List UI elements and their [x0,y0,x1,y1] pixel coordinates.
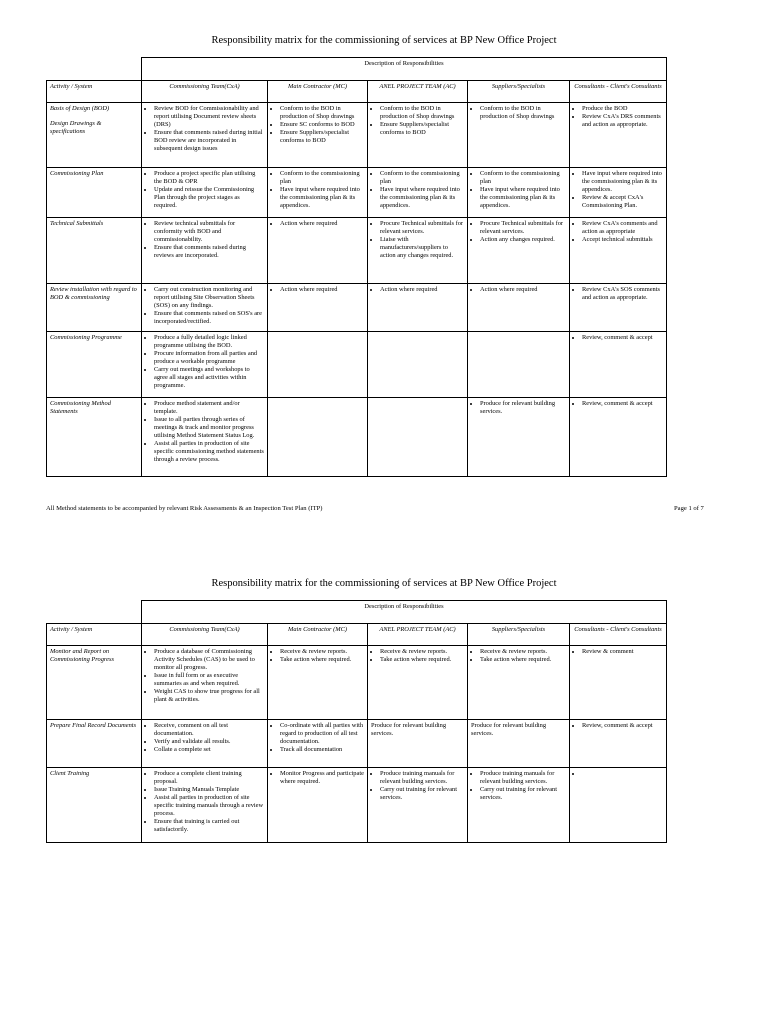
bullet-item: • Conform to the BOD in production of Shop drawings [280,105,364,121]
description-of-responsibilities-header: Description of Responsibilities [142,58,667,81]
bullet-item: • Produce the BOD [582,105,663,113]
commissioning-team-cell [142,284,268,332]
bullet-item: • Assist all parties in production of site specific training manuals through a review process. [154,794,264,818]
bullet-item: • Action where required [480,286,566,294]
bullet-item [582,770,663,778]
activity-label: Basis of Design (BOD) [50,105,110,112]
bullet-list [145,770,264,834]
bullet-item: • Ensure SC conforms to BOD [280,121,364,129]
bullet-item: • Produce a fully detailed logic linked programme utilising the BOD. [154,334,264,350]
bullet-item: • Ensure that comments raised during reviews are incorporated. [154,244,264,260]
bullet-item: • Procure information from all parties and produce a workable programme [154,350,264,366]
bullet-list [145,220,264,260]
bullet-item: • Receive, comment on all test documentation. [154,722,264,738]
bullet-item: • Receive & review reports. [280,648,364,656]
bullet-list [573,334,663,342]
anel-project-team-cell [368,646,468,720]
main-contractor-cell [268,398,368,477]
consultants-cell [570,103,667,168]
bullet-item: • Produce training manuals for relevant building services. [380,770,464,786]
bullet-item: • Take action where required. [280,656,364,664]
blank-corner-cell [47,58,142,81]
anel-project-team-cell [368,103,468,168]
activity-label: Review installation with regard to BOD & commissioning [50,286,137,301]
bullet-item: • Conform to the commissioning plan [280,170,364,186]
activity-cell [47,103,142,168]
bullet-item: • Review CxA's DRS comments and action as appropriate. [582,113,663,129]
bullet-list [371,648,464,664]
bullet-item: • Review, comment & accept [582,722,663,730]
responsibility-matrix-table [46,600,667,843]
column-header-anel-project-team: ANEL PROJECT TEAM (AC) [368,624,468,646]
consultants-cell [570,218,667,284]
column-header-consultants: Consultants - Client's Consultants [570,624,667,646]
bullet-item: • Procure Technical submittals for relevant services. [480,220,566,236]
bullet-item: • Carry out construction monitoring and report utilising Site Observation Sheets (SOS) on any findings. [154,286,264,310]
bullet-list [145,722,264,754]
bullet-item: • Update and reissue the Commissioning Plan through the project stages as required. [154,186,264,210]
column-header-activity: Activity / System [47,81,142,103]
bullet-item: • Ensure Suppliers/specialist conforms to BOD [280,129,364,145]
bullet-item: • Accept technical submittals [582,236,663,244]
page-number: Page 1 of 7 [674,505,704,512]
activity-label: Technical Submittals [50,220,104,227]
activity-cell [47,398,142,477]
page-title: Responsibility matrix for the commissioning of services at BP New Office Project [211,578,557,589]
page-title: Responsibility matrix for the commissioning of services at BP New Office Project [211,35,557,46]
anel-project-team-cell [368,284,468,332]
bullet-item: • Co-ordinate with all parties with regard to production of all test documentation. [280,722,364,746]
responsibility-matrix-table [46,57,667,477]
bullet-list [471,648,566,664]
bullet-item: • Have input where required into the commissioning plan & its appendices. [582,170,663,194]
bullet-item: • Carry out training for relevant services. [380,786,464,802]
bullet-list [471,220,566,244]
commissioning-team-cell [142,646,268,720]
bullet-item: • Review, comment & accept [582,334,663,342]
bullet-list [371,220,464,260]
bullet-list [573,105,663,129]
activity-cell [47,218,142,284]
column-header-commissioning-team: Commissioning Team(CxA) [142,624,268,646]
bullet-item: • Conform to the BOD in production of Shop drawings [380,105,464,121]
commissioning-team-cell [142,720,268,768]
activity-cell [47,768,142,843]
bullet-item: • Review CxA's SOS comments and action as appropriate. [582,286,663,302]
activity-label: Commissioning Method Statements [50,400,111,415]
suppliers-specialists-cell [468,646,570,720]
bullet-list [573,286,663,302]
column-header-main-contractor: Main Contractor (MC) [268,624,368,646]
bullet-item: • Conform to the commissioning plan [380,170,464,186]
suppliers-specialists-cell [468,720,570,768]
main-contractor-cell [268,332,368,398]
bullet-item: • Produce for relevant building services. [480,400,566,416]
bullet-item: • Issue Training Manuals Template [154,786,264,794]
suppliers-specialists-cell [468,284,570,332]
consultants-cell [570,168,667,218]
activity-cell [47,168,142,218]
main-contractor-cell [268,768,368,843]
bullet-item: • Issue to all parties through series of meetings & track and monitor progress utilising Method Statement Status Log. [154,416,264,440]
bullet-list [145,334,264,390]
column-header-consultants: Consultants - Client's Consultants [570,81,667,103]
bullet-item: • Review BOD for Commissionability and report utilising Document review sheets (DRS) [154,105,264,129]
bullet-list [471,170,566,210]
column-header-commissioning-team: Commissioning Team(CxA) [142,81,268,103]
commissioning-team-cell [142,218,268,284]
bullet-item: • Collate a complete set [154,746,264,754]
bullet-list [371,170,464,210]
bullet-item: • Ensure that training is carried out satisfactorily. [154,818,264,834]
bullet-item: • Review, comment & accept [582,400,663,408]
table-row [47,218,667,284]
bullet-list [573,648,663,656]
bullet-list [145,105,264,153]
suppliers-specialists-cell [468,103,570,168]
bullet-item: • Conform to the BOD in production of Shop drawings [480,105,566,121]
table-row [47,646,667,720]
commissioning-team-cell [142,168,268,218]
bullet-item: • Action where required [380,286,464,294]
activity-label: Prepare Final Record Documents [50,722,137,729]
activity-cell [47,284,142,332]
bullet-list [471,770,566,802]
consultants-cell [570,332,667,398]
bullet-list [271,220,364,228]
commissioning-team-cell [142,398,268,477]
main-contractor-cell [268,168,368,218]
column-header-anel-project-team: ANEL PROJECT TEAM (AC) [368,81,468,103]
bullet-list [145,170,264,210]
bullet-list [271,286,364,294]
main-contractor-cell [268,284,368,332]
bullet-item: • Weight CAS to show true progress for all plant & activities. [154,688,264,704]
footer-note: All Method statements to be accompanied by relevant Risk Assessments & an Inspection Test Plan (ITP) [46,505,323,512]
bullet-item: • Produce training manuals for relevant building services. [480,770,566,786]
bullet-list [271,105,364,145]
bullet-item: • Produce a project specific plan utilising the BOD & OPR [154,170,264,186]
anel-project-team-cell [368,398,468,477]
bullet-list [145,286,264,326]
table-body [47,103,667,477]
main-contractor-cell [268,218,368,284]
table-row [47,720,667,768]
bullet-list [371,105,464,137]
bullet-item: • Receive & review reports. [380,648,464,656]
activity-label: Design Drawings & specifications [50,120,102,135]
bullet-item: • Review & accept CxA's Commissioning Plan. [582,194,663,210]
bullet-list [471,400,566,416]
bullet-item: • Verify and validate all results. [154,738,264,746]
bullet-item: • Carry out training for relevant services. [480,786,566,802]
blank-corner-cell [47,601,142,624]
description-of-responsibilities-header: Description of Responsibilities [142,601,667,624]
bullet-list [271,722,364,754]
consultants-cell [570,398,667,477]
bullet-list [145,648,264,704]
bullet-item: • Take action where required. [380,656,464,664]
bullet-item: • Have input where required into the commissioning plan & its appendices. [380,186,464,210]
bullet-list [573,170,663,210]
column-header-main-contractor: Main Contractor (MC) [268,81,368,103]
anel-project-team-cell [368,768,468,843]
cell-text: Produce for relevant building services. [371,722,447,737]
anel-project-team-cell [368,168,468,218]
activity-label: Commissioning Plan [50,170,104,177]
bullet-item: • Produce a complete client training proposal. [154,770,264,786]
bullet-item: • Take action where required. [480,656,566,664]
bullet-list [573,722,663,730]
bullet-list [573,400,663,408]
activity-cell [47,646,142,720]
bullet-item: • Produce method statement and/or template. [154,400,264,416]
bullet-list [371,770,464,802]
bullet-list [371,286,464,294]
main-contractor-cell [268,720,368,768]
bullet-item: • Monitor Progress and participate where required. [280,770,364,786]
consultants-cell [570,646,667,720]
bullet-item: • Have input where required into the commissioning plan & its appendices. [280,186,364,210]
cell-text: Produce for relevant building services. [471,722,547,737]
main-contractor-cell [268,646,368,720]
suppliers-specialists-cell [468,332,570,398]
consultants-cell [570,284,667,332]
bullet-item: • Action where required [280,220,364,228]
bullet-item: • Receive & review reports. [480,648,566,656]
suppliers-specialists-cell [468,398,570,477]
anel-project-team-cell [368,720,468,768]
bullet-item: • Track all documentation [280,746,364,754]
activity-cell [47,332,142,398]
bullet-list [471,105,566,121]
table-row [47,168,667,218]
bullet-item: • Review technical submittals for conformity with BOD and commissionability. [154,220,264,244]
anel-project-team-cell [368,218,468,284]
bullet-list [271,170,364,210]
commissioning-team-cell [142,103,268,168]
table-row [47,768,667,843]
bullet-list [573,220,663,244]
bullet-item: • Ensure that comments raised on SOS's are incorporated/rectified. [154,310,264,326]
bullet-item: • Ensure Suppliers/specialist conforms to BOD [380,121,464,137]
bullet-item: • Issue in full form or as executive summaries as and when required. [154,672,264,688]
table-row [47,103,667,168]
bullet-item: • Have input where required into the commissioning plan & its appendices. [480,186,566,210]
activity-label: Monitor and Report on Commissioning Progress [50,648,114,663]
commissioning-team-cell [142,768,268,843]
main-contractor-cell [268,103,368,168]
bullet-item: • Ensure that comments raised during initial BOD review are incorporated in subsequent design issues [154,129,264,153]
activity-cell [47,720,142,768]
column-header-suppliers-specialists: Suppliers/Specialists [468,624,570,646]
table-row [47,332,667,398]
commissioning-team-cell [142,332,268,398]
bullet-item: • Carry out meetings and workshops to agree all stages and activities within programme. [154,366,264,390]
table-body [47,646,667,843]
anel-project-team-cell [368,332,468,398]
consultants-cell [570,720,667,768]
bullet-list [271,770,364,786]
activity-label: Commissioning Programme [50,334,122,341]
table-row [47,284,667,332]
bullet-item: • Conform to the commissioning plan [480,170,566,186]
bullet-item: • Action where required [280,286,364,294]
column-header-activity: Activity / System [47,624,142,646]
table-row [47,398,667,477]
suppliers-specialists-cell [468,168,570,218]
bullet-list [145,400,264,464]
bullet-item: • Review & comment [582,648,663,656]
bullet-list [271,648,364,664]
column-header-suppliers-specialists: Suppliers/Specialists [468,81,570,103]
bullet-item: • Review CxA's comments and action as appropriate [582,220,663,236]
bullet-item: • Produce a database of Commissioning Activity Schedules (CAS) to be used to monitor all progress. [154,648,264,672]
bullet-item: • Procure Technical submittals for relevant services. [380,220,464,236]
bullet-list [471,286,566,294]
bullet-item: • Action any changes required. [480,236,566,244]
bullet-item: • Liaise with manufacturers/suppliers to action any changes required. [380,236,464,260]
consultants-cell [570,768,667,843]
suppliers-specialists-cell [468,218,570,284]
suppliers-specialists-cell [468,768,570,843]
activity-label: Client Training [50,770,90,777]
bullet-item: • Assist all parties in production of site specific commissioning method statements through a review process. [154,440,264,464]
bullet-list [573,770,663,778]
